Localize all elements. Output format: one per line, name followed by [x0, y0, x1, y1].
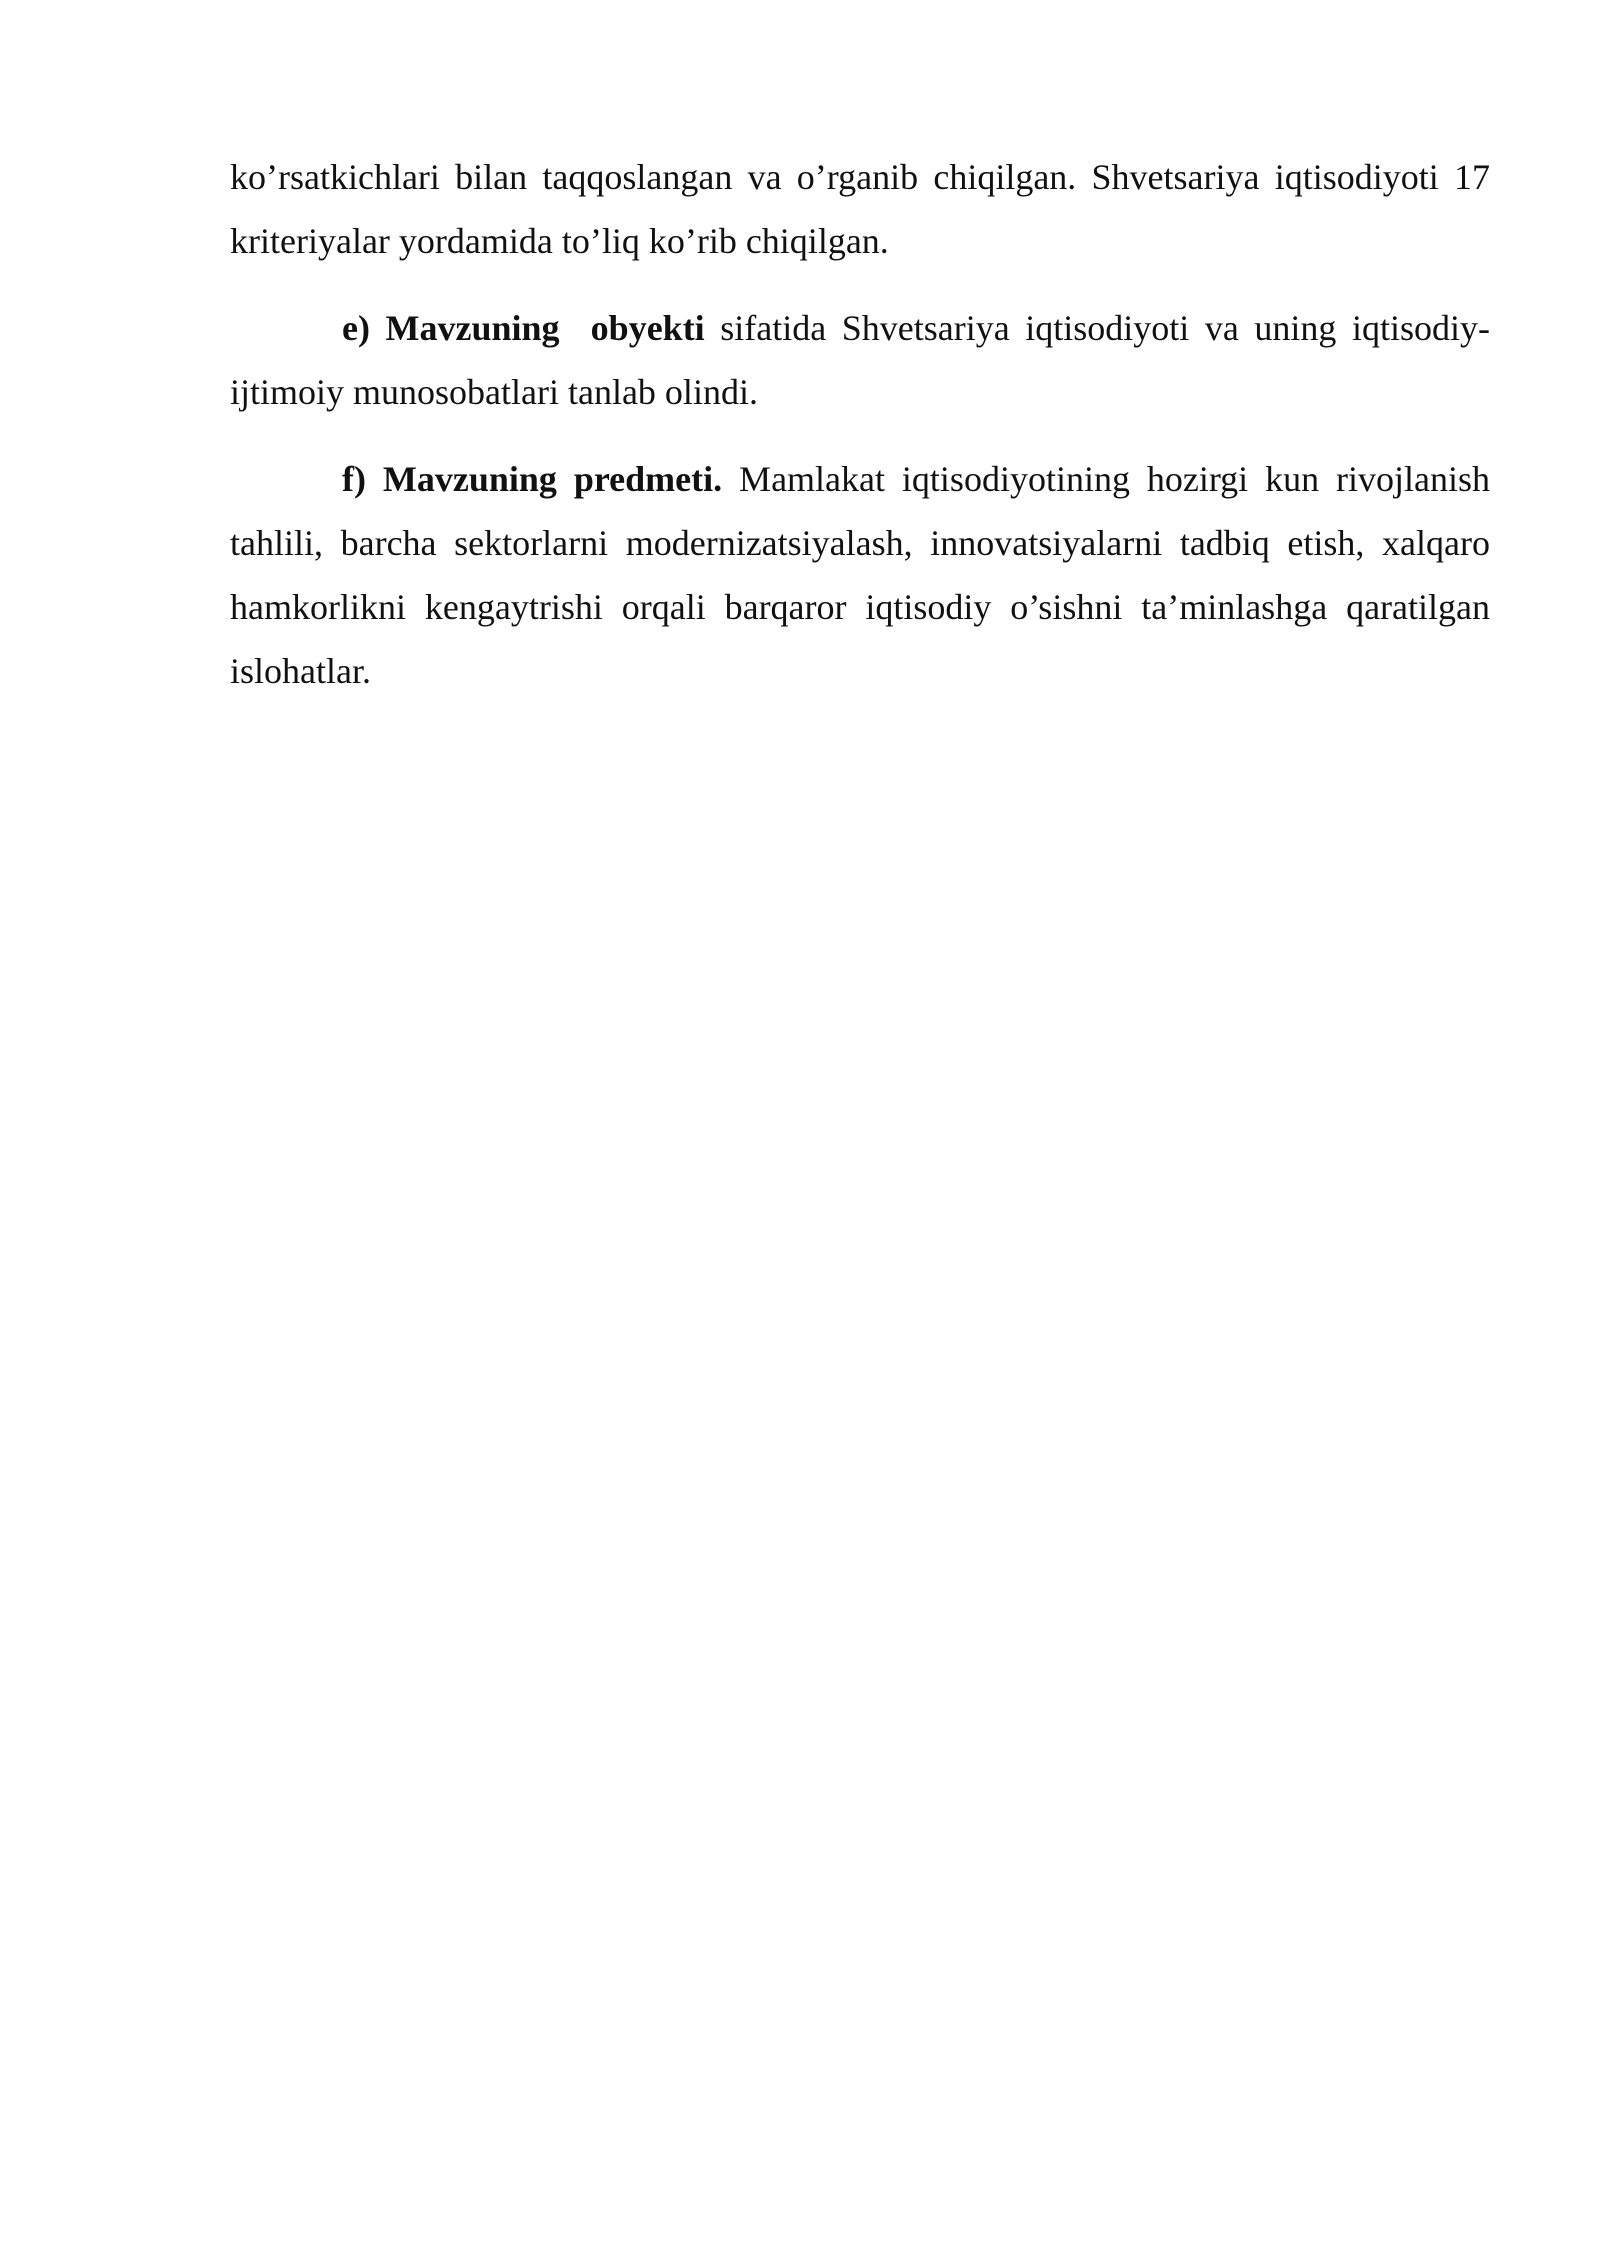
- paragraph-subject: [230, 447, 1490, 703]
- paragraph-text: ko’rsatkichlari bilan taqqoslangan va o’rganib chiqilgan. Shvetsariya iqtisodiyoti 17 kriteriyalar yordamida to’liq ko’rib chiqilgan.: [230, 157, 1490, 261]
- document-body: [230, 145, 1490, 703]
- paragraph-continuation: [230, 145, 1490, 273]
- paragraph-object: [230, 296, 1490, 424]
- paragraph-text: sifatida Shvetsariya iqtisodiyoti va uning iqtisodiy-ijtimoiy munosobatlari tanlab olindi.: [230, 308, 1490, 412]
- paragraph-text: Mamlakat iqtisodiyotining hozirgi kun rivojlanish tahlili, barcha sektorlarni modernizatsiyalash, innovatsiyalarni tadbiq etish, xalqaro hamkorlikni kengaytrishi orqali barqaror iqtisodiy o’sishni ta’minlashga qaratilgan islohatlar.: [230, 459, 1490, 691]
- paragraph-heading: f) Mavzuning predmeti.: [342, 459, 723, 499]
- paragraph-heading: e) Mavzuning obyekti: [342, 308, 705, 348]
